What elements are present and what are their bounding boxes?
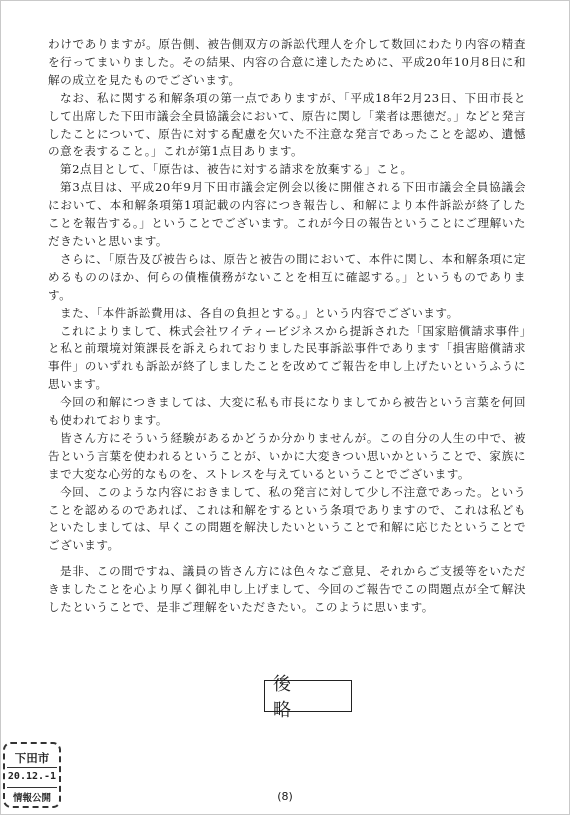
page-number: (8)	[277, 790, 293, 803]
stamp-divider	[7, 767, 57, 768]
paragraph-9: 皆さん方にそういう経験があるかどうか分かりませんが。この自分の人生の中で、被告という言葉を使われるということが、いかに大変きつい思いかということで、家族にまで大変な心労的なものを、ストレスを与えているということでございます。	[48, 430, 526, 481]
paragraph-2: なお、私に関する和解条項の第一点でありますが、「平成18年2月23日、下田市長として出席した下田市議会全員協議会において、原告に関し「業者は悪徳だ。」などと発言したことについて、原告に対する配慮を欠いた不注意な発言であったことを認め、遺憾の意を表すること。」これが第1点目あります。	[48, 90, 526, 159]
document-body	[48, 36, 526, 617]
paragraph-7: これによりまして、株式会社ワイティービジネスから提訴された「国家賠償請求事件」と私と前環境対策課長を訴えられておりました民事訴訟事件であります「損害賠償請求事件」のいずれも訴訟が終了しましたことを改めてご報告を申し上げたいというふうに思います。	[48, 323, 526, 392]
paragraph-11: 是非、この間ですね、議員の皆さん方には色々なご意見、それからご支援等をいただきましたことを心より厚く御礼申し上げまして、今回のご報告でこの問題点が全て解決したということで、是非ご理解をいただきたい。このように思います。	[48, 564, 526, 615]
paragraph-6: また、「本件訴訟費用は、各自の負担とする。」という内容でございます。	[60, 305, 459, 320]
paragraph-5: さらに、「原告及び被告らは、原告と被告の間において、本件に関し、本和解条項に定めるもののほか、何らの債権債務がないことを相互に確認する。」というものであります。	[48, 251, 526, 302]
stamp-city: 下田市	[14, 751, 50, 765]
paragraph-3: 第2点目として、「原告は、被告に対する請求を放棄する」こと。	[60, 162, 413, 177]
stamp-department: 情報公開	[12, 793, 51, 804]
stamp-date: 20.12.-1	[7, 771, 57, 782]
paragraph-8: 今回の和解につきましては、大変に私も市長になりましてから被告という言葉を何回も使われております。	[48, 395, 526, 428]
paragraph-1: わけでありますが。原告側、被告側双方の訴訟代理人を介して数回にわたり内容の精査を行ってまいりました。その結果、内容の合意に達したために、平成20年10月8日に和解の成立を見たものでございます。	[48, 37, 526, 87]
paragraph-10: 今回、このような内容におきまして、私の発言に対して少し不注意であった。ということを認めるのであれば、これは和解をするという条項でありますので、これは私どもといたしましては、早くこの問題を解決したいということで和解に応じたということでございます。	[48, 484, 526, 553]
paragraph-4: 第3点目は、平成20年9月下田市議会定例会以後に開催される下田市議会全員協議会において、本和解条項第1項記載の内容につき報告し、和解により本件訴訟が終了したことを報告する。」ということでございます。これが今日の報告ということにご理解いただきたいと思います。	[48, 180, 526, 248]
stamp-divider	[7, 787, 57, 788]
omitted-marker: 後 略	[264, 680, 352, 712]
